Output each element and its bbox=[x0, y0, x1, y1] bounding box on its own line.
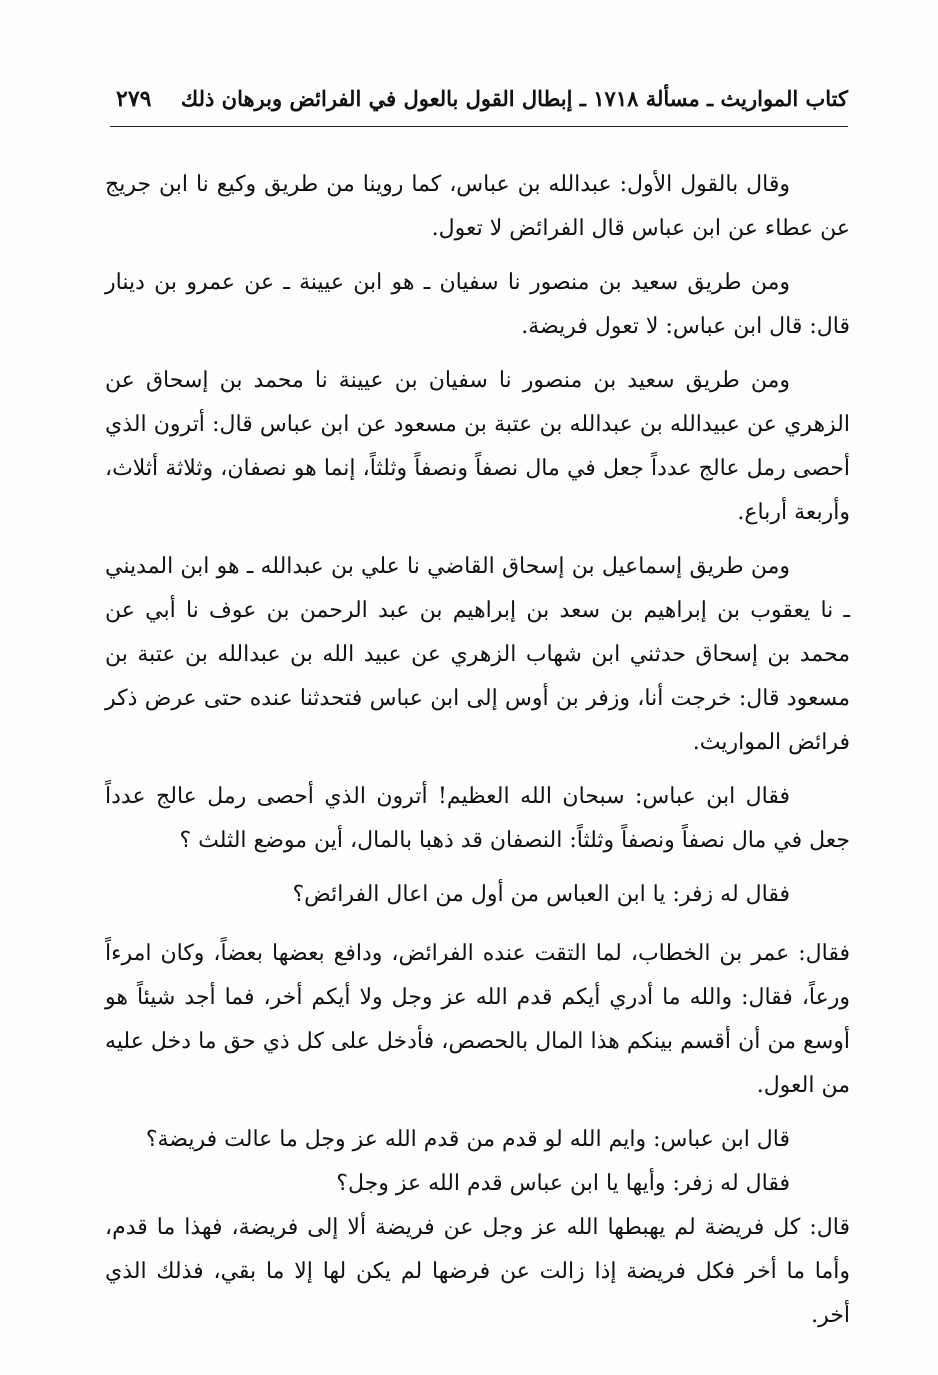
paragraph: وقال بالقول الأول: عبدالله بن عباس، كما روينا من طريق وكيع نا ابن جريج عن عطاء عن ابن عباس قال الفرائض لا تعول. bbox=[105, 172, 850, 241]
paragraph: ومن طريق سعيد بن منصور نا سفيان بن عيينة نا محمد بن إسحاق عن الزهري عن عبيدالله بن عبدالله بن عتبة بن مسعود عن ابن عباس قال: أترون الذي أحصى رمل عالج عدداً جعل في مال نصفاً ونصفاً وثلثاً، إنما هو نصفان، وثلاثة أثلاث، وأربعة أرباع. bbox=[105, 368, 850, 525]
paragraph: فقال ابن عباس: سبحان الله العظيم! أترون الذي أحصى رمل عالج عدداً جعل في مال نصفاً ونصفاً وثلثاً: النصفان قد ذهبا بالمال، أين موضع الثلث ؟ bbox=[105, 784, 850, 853]
paragraph: فقال له زفر: وأيها يا ابن عباس قدم الله عز وجل؟ bbox=[336, 1171, 790, 1196]
paragraph: ومن طريق سعيد بن منصور نا سفيان ـ هو ابن عيينة ـ عن عمرو بن دينار قال: قال ابن عباس: لا تعول فريضة. bbox=[105, 270, 850, 339]
paragraph: فقال له زفر: يا ابن العباس من أول من اعال الفرائض؟ bbox=[292, 882, 790, 907]
paragraph: ومن طريق إسماعيل بن إسحاق القاضي نا علي بن عبدالله ـ هو ابن المديني ـ نا يعقوب بن إبراهيم بن سعد بن إبراهيم بن عبد الرحمن بن عوف نا أبي عن محمد بن إسحاق حدثني ابن شهاب الزهري عن عبيد الله بن عبدالله بن عتبة بن مسعود قال: خرجت أنا، وزفر بن أوس إلى ابن عباس فتحدثنا عنده حتى عرض ذكر فرائض المواريث. bbox=[105, 554, 850, 755]
paragraph: فقال: عمر بن الخطاب، لما التقت عنده الفرائض، ودافع بعضها بعضاً، وكان امرءاً ورعاً، فقال: والله ما أدري أيكم قدم الله عز وجل ولا أيكم أخر، فما أجد شيئاً هو أوسع من أن أقسم بينكم هذا المال بالحصص، فأدخل على كل ذي حق ما دخل عليه من العول. bbox=[105, 941, 850, 1098]
running-title: كتاب المواريث ـ مسألة ١٧١٨ ـ إبطال القول بالعول في الفرائض وبرهان ذلك bbox=[180, 86, 848, 111]
paragraph: قال: كل فريضة لم يهبطها الله عز وجل عن فريضة ألا إلى فريضة، فهذا ما قدم، وأما ما أخر فكل فريضة إذا زالت عن فرضها لم يكن لها إلا ما بقي، فذلك الذي أخر. bbox=[105, 1215, 850, 1328]
paragraph: قال ابن عباس: وايم الله لو قدم من قدم الله عز وجل ما عالت فريضة؟ bbox=[145, 1127, 790, 1152]
page-header bbox=[110, 86, 848, 127]
page-number: ٢٧٩ bbox=[116, 86, 152, 112]
page-body bbox=[105, 163, 850, 1338]
